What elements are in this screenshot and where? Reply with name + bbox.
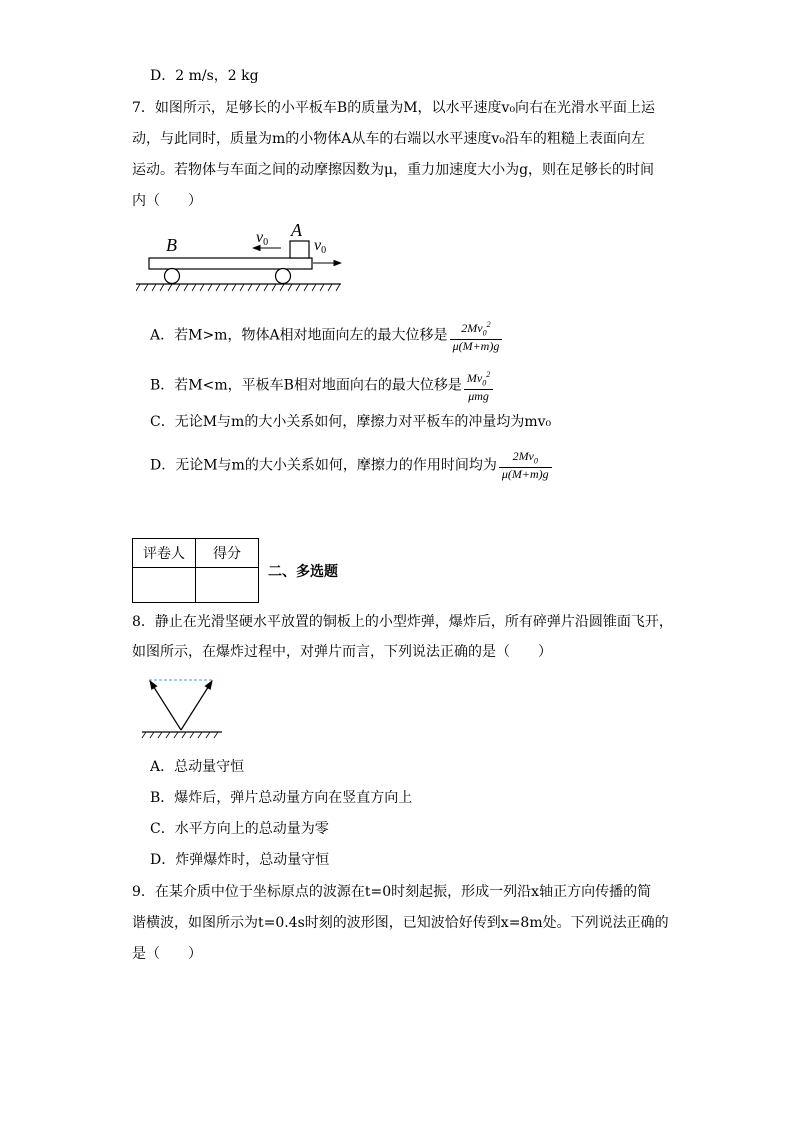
cart-plate	[149, 258, 312, 269]
label-v0-left: v0	[256, 229, 269, 248]
label-b: B	[166, 235, 177, 255]
q7-option-a-text: A．若M>m，物体A相对地面向左的最大位移是	[150, 327, 448, 344]
q8-explosion-figure	[140, 672, 230, 742]
fraction-denominator: μ(M+m)g	[499, 467, 552, 481]
q7-option-b-text: B．若M<m，平板车B相对地面向右的最大位移是	[150, 377, 462, 394]
ground-hatch	[142, 732, 218, 738]
fraction-numerator: $2Mv_0^2$	[461, 320, 491, 338]
q7-option-d	[150, 450, 552, 481]
fraction-denominator: μmg	[464, 389, 493, 403]
wheel-right	[276, 269, 291, 284]
q8-stem-line-1: 8．静止在光滑坚硬水平放置的铜板上的小型炸弹，爆炸后，所有碎弹片沿圆锥面飞开，	[132, 614, 673, 630]
score-cell	[196, 568, 259, 603]
fragment-arrow-right	[181, 681, 212, 730]
q8-option-c: C．水平方向上的总动量为零	[150, 821, 329, 837]
label-v0-right: v0	[314, 237, 327, 256]
q9-stem-line-3: 是（ ）	[132, 946, 202, 962]
q7-option-d-fraction	[499, 450, 552, 481]
q8-option-a: A．总动量守恒	[150, 759, 245, 775]
q8-option-b: B．爆炸后，弹片总动量方向在竖直方向上	[150, 790, 413, 806]
score-header: 得分	[196, 539, 259, 568]
q7-stem-line-2: 动，与此同时，质量为m的小物体A从车的右端以水平速度v₀沿车的粗糙上表面向左	[132, 131, 645, 147]
block-a	[290, 241, 309, 258]
q7-option-b-fraction	[464, 368, 493, 403]
q7-option-d-text: D．无论M与m的大小关系如何，摩擦力的作用时间均为	[150, 457, 497, 474]
q7-option-a-fraction	[450, 318, 503, 353]
q7-stem-line-1: 7．如图所示，足够长的小平板车B的质量为M，以水平速度v₀向右在光滑水平面上运	[132, 100, 656, 116]
q7-option-a	[150, 318, 502, 353]
fraction-denominator: μ(M+m)g	[450, 339, 503, 353]
q7-stem-line-4: 内（ ）	[132, 193, 202, 209]
q7-option-b	[150, 368, 493, 403]
q7-stem-line-3: 运动。若物体与车面之间的动摩擦因数为μ，重力加速度大小为g，则在足够长的时间	[132, 162, 655, 178]
fragment-arrow-left	[150, 681, 181, 730]
grader-table	[132, 538, 259, 603]
q6-option-d: D．2 m/s，2 kg	[150, 68, 259, 84]
fraction-numerator: $2Mv_0$	[512, 449, 538, 466]
q7-option-c: C．无论M与m的大小关系如何，摩擦力对平板车的冲量均为mv₀	[150, 414, 552, 430]
grader-cell	[133, 568, 196, 603]
wheel-left	[165, 269, 180, 284]
fraction-numerator: $Mv_0^2$	[466, 370, 491, 388]
q7-cart-figure	[136, 218, 356, 298]
label-a: A	[291, 220, 302, 240]
q9-stem-line-2: 谐横波，如图所示为t=0.4s时刻的波形图，已知波恰好传到x=8m处。下列说法正确的	[132, 915, 669, 931]
ground-hatch	[136, 284, 340, 291]
section-title: 二、多选题	[268, 564, 338, 580]
grader-header: 评卷人	[133, 539, 196, 568]
q8-stem-line-2: 如图所示，在爆炸过程中，对弹片而言，下列说法正确的是（ ）	[132, 644, 552, 660]
q8-option-d: D．炸弹爆炸时，总动量守恒	[150, 852, 330, 868]
q9-stem-line-1: 9．在某介质中位于坐标原点的波源在t=0时刻起振，形成一列沿x轴正方向传播的简	[132, 884, 652, 900]
